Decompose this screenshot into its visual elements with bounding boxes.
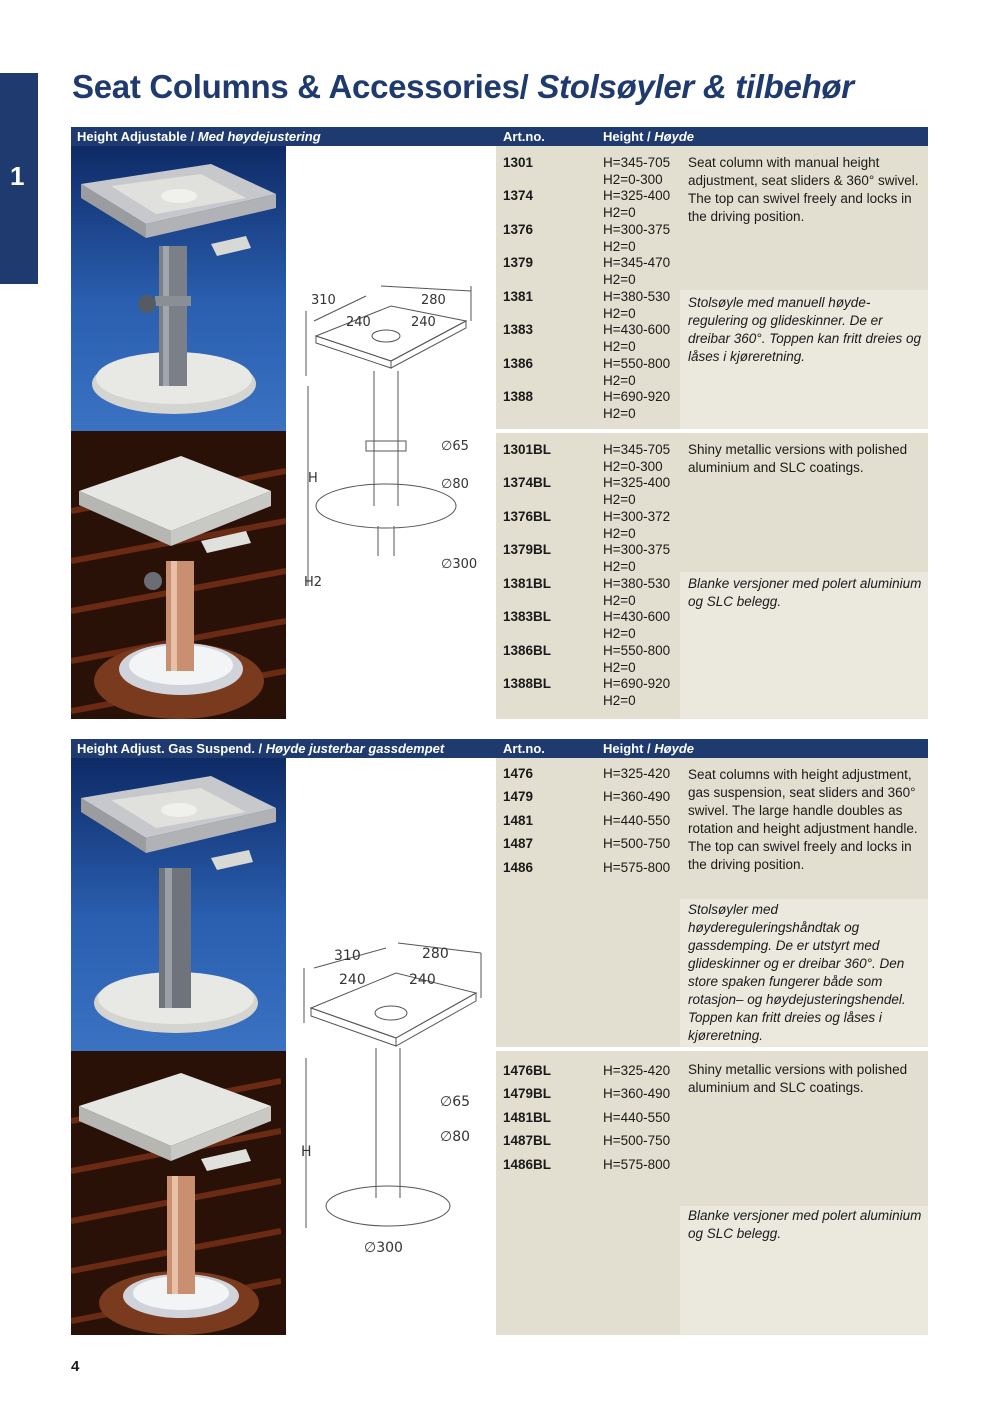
product-photo-standard [71, 146, 286, 431]
dim-h: H [308, 471, 318, 486]
technical-drawing [286, 758, 496, 1335]
description-no: Blanke versjoner med polert aluminium og SLC belegg. [680, 572, 928, 719]
page-number: 4 [71, 1358, 80, 1375]
dim-d300: ∅300 [364, 1240, 403, 1256]
article-list-polished: 1301BL H=345-705 H2=0-300 1374BL H=325-400 H2=0 1376BL H=300-372 H2=0 1379BL H=300-375 H2=0 1381BL H=380-530 H2=0 1383BL H=430-600 H2=0 1386BL H=550-800 H2=0 1388BL H=690-920 H2=0 [496, 433, 680, 719]
dim-280: 280 [421, 293, 446, 308]
dim-h2: H2 [304, 575, 323, 590]
technical-drawing [286, 146, 496, 719]
dim-280: 280 [422, 946, 449, 962]
page-title-italic: Stolsøyler & tilbehør [537, 68, 854, 105]
description-no: Stolsøyle med manuell høyde-regulering og glideskinner. De er dreibar 360°. Toppen kan fritt dreies og låses i kjøreretning. [680, 290, 928, 431]
dim-240-left: 240 [339, 972, 366, 988]
dim-h: H [301, 1144, 312, 1160]
dim-d65: ∅65 [440, 1094, 471, 1110]
section-title: Height Adjust. Gas Suspend. / Høyde justerbar gassdempet [77, 741, 445, 756]
article-list-gas-standard: 1476 H=325-420 1479 H=360-490 1481 H=440-550 1487 H=500-750 1486 H=575-800 [496, 758, 680, 1049]
dim-d300: ∅300 [441, 557, 478, 572]
dim-240-right: 240 [409, 972, 436, 988]
description-en: Seat columns with height adjustment, gas suspension, seat sliders and 360° swivel. The large handle doubles as rotation and height adjustment handle. The top can swivel freely and locks in the driving position. [680, 758, 928, 899]
section-gas-suspension [71, 739, 928, 1335]
height-header: Height / Høyde [603, 129, 695, 144]
description-no: Stolsøyler med høydereguleringshåndtak og gassdemping. De er utstyrt med glideskinner og er dreibar 360°. Den store spaken fungerer både som rotasjon– og høydejusteringshendel. Toppen kan fritt dreies og låses i kjøreretning. [680, 899, 928, 1049]
dim-240-left: 240 [346, 315, 371, 330]
page-title [72, 68, 854, 106]
dim-310: 310 [334, 948, 361, 964]
product-photo-gas-polished [71, 1051, 286, 1335]
dim-310: 310 [311, 293, 336, 308]
chapter-tab [0, 73, 38, 284]
art-no-header: Art.no. [503, 129, 545, 144]
article-list-gas-polished: 1476BL H=325-420 1479BL H=360-490 1481BL H=440-550 1487BL H=500-750 1486BL H=575-800 [496, 1051, 680, 1335]
product-photo-polished [71, 431, 286, 719]
description-en: Shiny metallic versions with polished aluminium and SLC coatings. [680, 433, 928, 572]
chapter-number: 1 [10, 161, 25, 191]
page-title-main: Seat Columns & Accessories/ [72, 68, 538, 105]
section-height-adjustable [71, 127, 928, 719]
section-header [71, 127, 928, 146]
section-header [71, 739, 928, 758]
art-no-header: Art.no. [503, 741, 545, 756]
dim-d80: ∅80 [441, 477, 469, 492]
description-en: Seat column with manual height adjustment, seat sliders & 360° swivel. The top can swivel freely and locks in the driving position. [680, 146, 928, 290]
dim-d65: ∅65 [441, 439, 469, 454]
height-header: Height / Høyde [603, 741, 695, 756]
description-no: Blanke versjoner med polert aluminium og SLC belegg. [680, 1206, 928, 1335]
description-en: Shiny metallic versions with polished aluminium and SLC coatings. [680, 1051, 928, 1206]
dim-d80: ∅80 [440, 1129, 471, 1145]
article-list-standard: 1301 H=345-705 H2=0-300 1374 H=325-400 H2=0 1376 H=300-375 H2=0 1379 H=345-470 H2=0 1381 H=380-530 H2=0 1383 H=430-600 H2=0 1386 H=550-800 H2=0 1388 H=690-920 H2=0 [496, 146, 680, 431]
section-title: Height Adjustable / Med høydejustering [77, 129, 321, 144]
product-photo-gas-standard [71, 758, 286, 1051]
dim-240-right: 240 [411, 315, 436, 330]
